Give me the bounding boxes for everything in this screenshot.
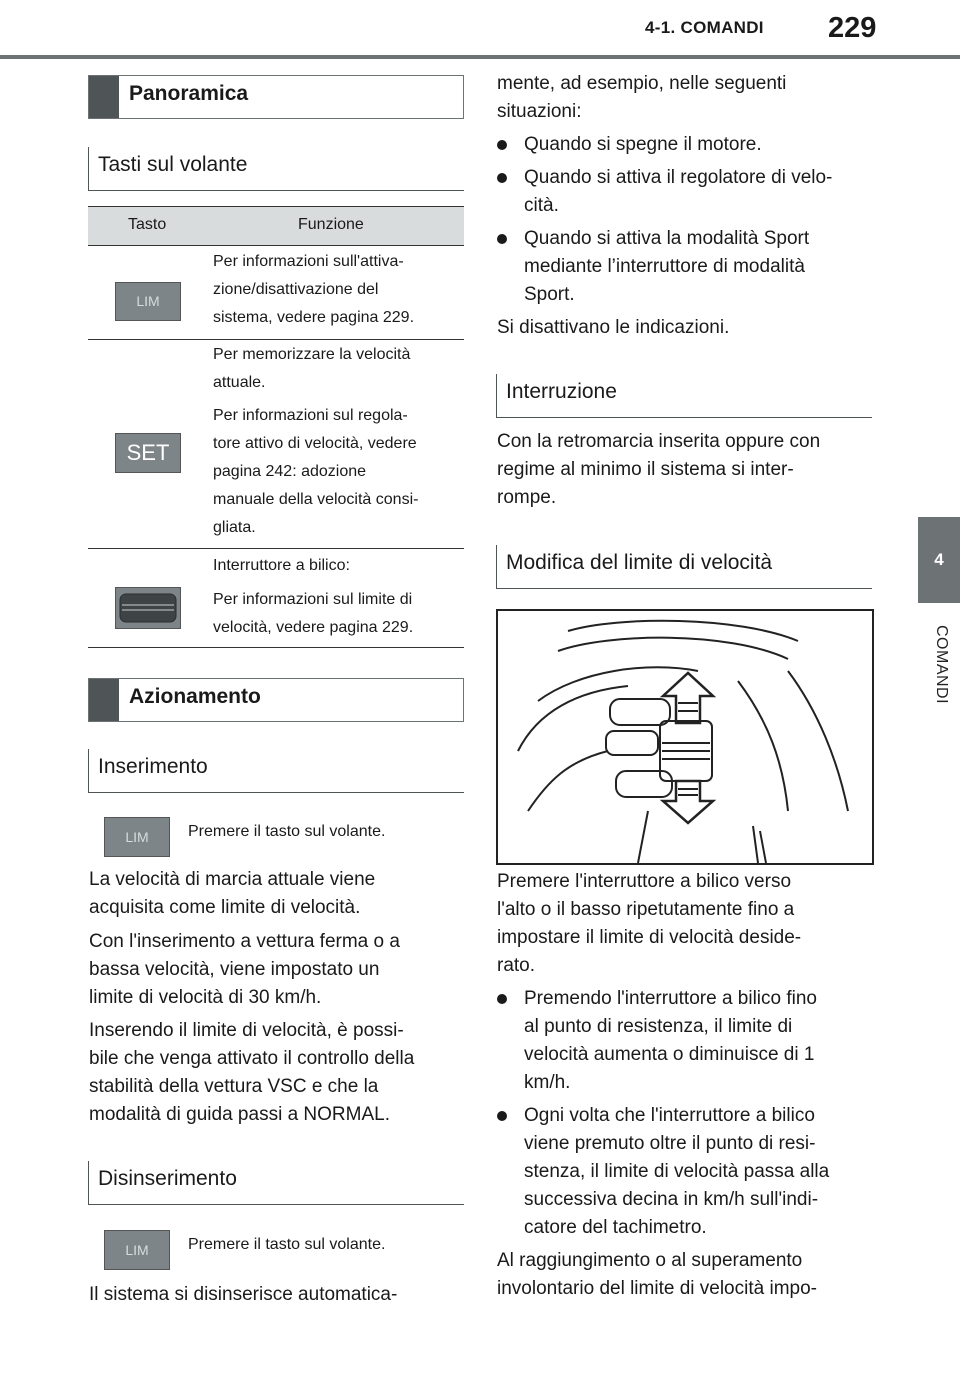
paragraph: Con l'inserimento a vettura ferma o a bassa velocità, viene impostato un limite di velocità di 30 km/h. bbox=[89, 931, 400, 1008]
table-cell-row2: Per memorizzare la velocità attuale. Per informazioni sul regola- tore attivo di velocità, vedere pagina 242: adozione manuale della velocità consi- gliata. bbox=[213, 346, 419, 536]
paragraph: Premere l'interruttore a bilico verso l'alto o il basso ripetutamente fino a impostare il limite di velocità deside- rato. bbox=[497, 871, 802, 976]
paragraph: Al raggiungimento o al superamento involontario del limite di velocità impo- bbox=[497, 1250, 817, 1299]
bullet-dot bbox=[497, 234, 507, 244]
subheading-inserimento bbox=[88, 749, 464, 793]
paragraph: Inserendo il limite di velocità, è possi- bile che venga attivato il controllo della stabilità della vettura VSC e che la modalità di guida passi a NORMAL. bbox=[89, 1020, 415, 1125]
bullet-dot bbox=[497, 1111, 507, 1121]
steering-wheel-illustration bbox=[496, 609, 874, 865]
set-button-icon: SET bbox=[115, 433, 181, 473]
inserimento-instruction: Premere il tasto sul volante. bbox=[188, 823, 386, 840]
rocker-switch-glyph bbox=[116, 588, 180, 628]
subheading-text: Tasti sul volante bbox=[98, 153, 248, 176]
table-bottom-rule bbox=[88, 647, 464, 648]
subheading-text: Modifica del limite di velocità bbox=[506, 551, 773, 574]
table-row-divider bbox=[88, 548, 464, 549]
bullet-dot bbox=[497, 173, 507, 183]
table-cell-row3: Interruttore a bilico: Per informazioni sul limite di velocità, vedere pagina 229. bbox=[213, 557, 414, 636]
disinserimento-instruction: Premere il tasto sul volante. bbox=[188, 1236, 386, 1253]
subheading-text: Inserimento bbox=[98, 755, 208, 778]
bullet-dot bbox=[497, 140, 507, 150]
section-bar-title: Azionamento bbox=[129, 685, 261, 708]
paragraph: Il sistema si disinserisce automatica- bbox=[89, 1284, 398, 1305]
table-cell-row1: Per informazioni sull'attiva- zione/disattivazione del sistema, vedere pagina 229. bbox=[213, 253, 415, 326]
subheading-disinserimento bbox=[88, 1161, 464, 1205]
section-bar-azionamento bbox=[88, 678, 464, 722]
lim-button-icon: LIM bbox=[104, 1230, 170, 1270]
paragraph: Con la retromarcia inserita oppure con regime al minimo il sistema si inter- rompe. bbox=[497, 431, 821, 508]
subheading-tasti bbox=[88, 147, 464, 191]
subheading-text: Disinserimento bbox=[98, 1167, 237, 1190]
section-bar-panoramica bbox=[88, 75, 464, 119]
section-bar-block bbox=[89, 76, 119, 118]
section-bar-block bbox=[89, 679, 119, 721]
lim-button-icon: LIM bbox=[104, 817, 170, 857]
column-header-tasto: Tasto bbox=[128, 216, 167, 233]
table-header bbox=[88, 206, 464, 246]
table-row-divider bbox=[88, 339, 464, 340]
paragraph: mente, ad esempio, nelle seguenti situazioni: bbox=[497, 73, 787, 122]
lim-button-icon: LIM bbox=[115, 282, 181, 321]
paragraph: La velocità di marcia attuale viene acquisita come limite di velocità. bbox=[89, 869, 376, 918]
section-bar-title: Panoramica bbox=[129, 82, 249, 105]
section-title: 4-1. COMANDI bbox=[645, 18, 764, 37]
bullet-dot bbox=[497, 994, 507, 1004]
column-header-funzione: Funzione bbox=[298, 216, 364, 233]
chapter-tab: 4 bbox=[918, 517, 960, 603]
rocker-switch-icon bbox=[115, 587, 181, 629]
steering-wheel-drawing bbox=[498, 611, 872, 863]
subheading-modifica bbox=[496, 545, 872, 589]
subheading-interruzione bbox=[496, 374, 872, 418]
header-rule bbox=[0, 55, 960, 59]
chapter-side-label: COMANDI bbox=[933, 625, 950, 705]
paragraph: Si disattivano le indicazioni. bbox=[497, 317, 730, 338]
subheading-text: Interruzione bbox=[506, 380, 617, 403]
page-number: 229 bbox=[828, 12, 877, 44]
